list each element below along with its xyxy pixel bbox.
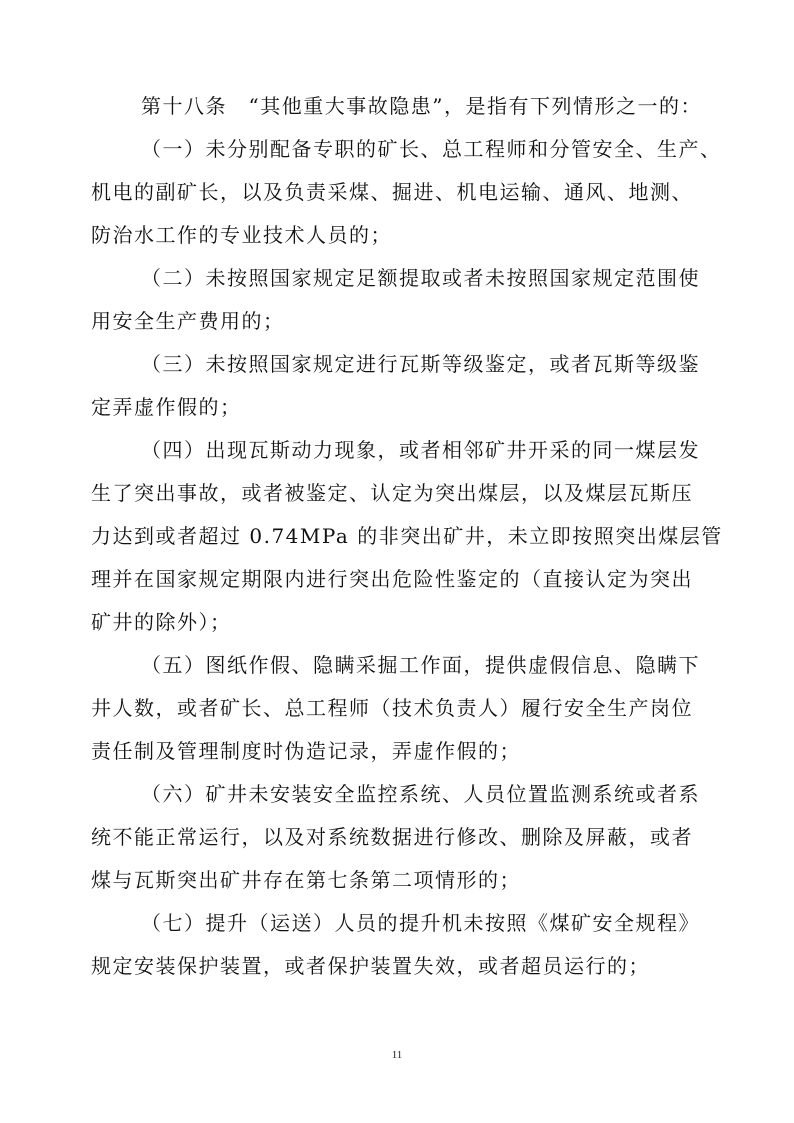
item-4-line-3: 力达到或者超过 0.74MPa 的非突出矿井，未立即按照突出煤层管: [91, 524, 723, 548]
item-2-line-1: （二）未按照国家规定足额提取或者未按照国家规定范围使: [141, 266, 700, 290]
item-5-line-1: （五）图纸作假、隐瞒采掘工作面，提供虚假信息、隐瞒下: [141, 653, 700, 677]
page-number: 11: [391, 1049, 403, 1061]
item-3-line-2: 定弄虚作假的；: [91, 395, 242, 419]
item-4-line-1: （四）出现瓦斯动力现象，或者相邻矿井开采的同一煤层发: [141, 438, 700, 462]
item-2-line-2: 用安全生产费用的；: [91, 309, 285, 333]
item-7-line-2: 规定安装保护装置，或者保护装置失效，或者超员运行的；: [91, 954, 650, 978]
item-6-line-3: 煤与瓦斯突出矿井存在第七条第二项情形的；: [91, 868, 521, 892]
item-4-line-4: 理并在国家规定期限内进行突出危险性鉴定的（直接认定为突出: [91, 567, 693, 591]
item-6-line-1: （六）矿井未安装安全监控系统、人员位置监测系统或者系: [141, 782, 700, 806]
item-1-line-1: （一）未分别配备专职的矿长、总工程师和分管安全、生产、: [141, 137, 722, 161]
item-4-line-2: 生了突出事故，或者被鉴定、认定为突出煤层，以及煤层瓦斯压: [91, 481, 693, 505]
item-3-line-1: （三）未按照国家规定进行瓦斯等级鉴定，或者瓦斯等级鉴: [141, 352, 700, 376]
article-18-heading: 第十八条 “其他重大事故隐患”，是指有下列情形之一的：: [141, 94, 702, 118]
item-5-line-2: 井人数，或者矿长、总工程师（技术负责人）履行安全生产岗位: [91, 696, 693, 720]
item-7-line-1: （七）提升（运送）人员的提升机未按照《煤矿安全规程》: [141, 911, 700, 935]
item-5-line-3: 责任制及管理制度时伪造记录，弄虚作假的；: [91, 739, 521, 763]
item-4-line-5: 矿井的除外）；: [91, 610, 232, 634]
item-1-line-3: 防治水工作的专业技术人员的；: [91, 223, 392, 247]
item-6-line-2: 统不能正常运行，以及对系统数据进行修改、删除及屏蔽，或者: [91, 825, 693, 849]
item-1-line-2: 机电的副矿长，以及负责采煤、掘进、机电运输、通风、地测、: [91, 180, 693, 204]
